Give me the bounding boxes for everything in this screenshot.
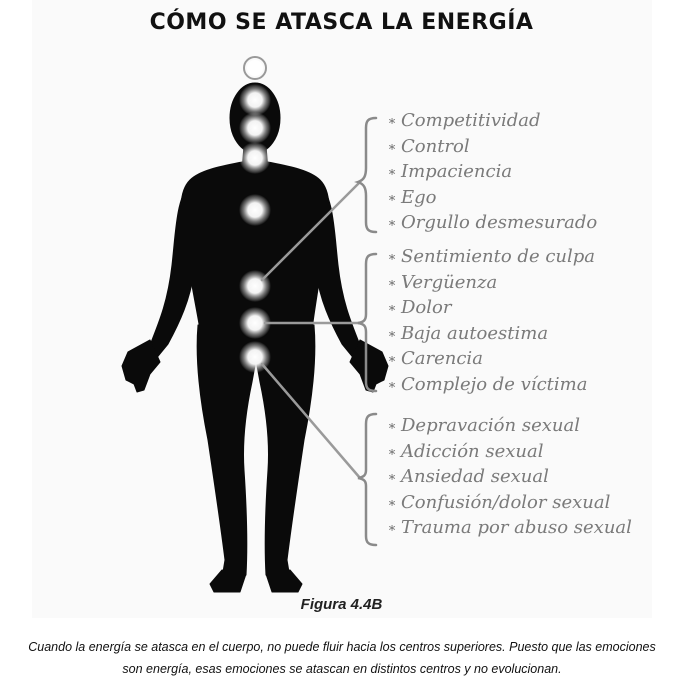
emotion-item <box>383 185 597 211</box>
emotion-item <box>383 346 595 372</box>
emotion-label: Baja autoestima <box>401 322 549 344</box>
bullet-star: ∗ <box>387 377 397 393</box>
emotion-label: Sentimiento de culpa <box>401 246 596 267</box>
emotion-label: Ansiedad sexual <box>401 466 549 487</box>
bullet-star: ∗ <box>387 114 397 129</box>
bullet-star: ∗ <box>387 444 397 460</box>
bullet-star: ∗ <box>387 139 397 155</box>
emotion-group-upper <box>383 108 597 236</box>
emotion-label: Trauma por abuso sexual <box>401 517 632 538</box>
emotion-label: Impaciencia <box>401 161 513 182</box>
brace-group-1 <box>358 118 376 232</box>
emotion-item <box>383 270 595 296</box>
energy-center-dot <box>239 142 271 174</box>
emotion-label: Carencia <box>401 348 483 369</box>
bullet-star: ∗ <box>387 250 397 265</box>
energy-center-dot <box>239 194 271 226</box>
energy-center-dot <box>239 112 271 144</box>
emotion-label: Ego <box>401 186 437 208</box>
emotion-item <box>383 210 597 236</box>
emotion-label: Adicción sexual <box>401 440 544 462</box>
emotion-item <box>383 108 597 134</box>
bullet-star: ∗ <box>387 301 397 316</box>
emotion-item <box>383 244 595 270</box>
emotion-item <box>383 159 597 185</box>
bullet-star: ∗ <box>387 521 397 536</box>
torso-shape <box>181 162 329 330</box>
energy-center-dot <box>239 84 271 116</box>
emotion-group-middle <box>383 244 595 397</box>
right-foot-shape <box>266 570 302 592</box>
emotion-label: Complejo de víctima <box>401 373 588 395</box>
bullet-star: ∗ <box>387 419 397 434</box>
emotion-group-lower <box>383 413 632 541</box>
emotion-item <box>383 439 632 465</box>
bullet-star: ∗ <box>387 190 397 206</box>
diagram-title: CÓMO SE ATASCA LA ENERGÍA <box>149 10 534 35</box>
bullet-star: ∗ <box>387 216 397 231</box>
figure-label: Figura 4.4B <box>300 596 383 613</box>
emotion-item <box>383 490 632 516</box>
bullet-star: ∗ <box>387 275 397 291</box>
group-braces <box>358 118 376 545</box>
bullet-star: ∗ <box>387 165 397 180</box>
emotion-item <box>383 321 595 347</box>
bullet-star: ∗ <box>387 326 397 342</box>
emotion-label: Depravación sexual <box>401 415 580 436</box>
bullet-star: ∗ <box>387 352 397 367</box>
emotion-item <box>383 295 595 321</box>
bullet-star: ∗ <box>387 470 397 485</box>
emotion-label: Dolor <box>401 297 452 318</box>
brace-group-3 <box>358 414 376 545</box>
emotion-label: Confusión/dolor sexual <box>401 491 611 513</box>
crown-chakra-core <box>247 60 263 76</box>
emotion-label: Competitividad <box>401 110 541 131</box>
bullet-star: ∗ <box>387 495 397 511</box>
emotion-item <box>383 134 597 160</box>
emotion-label: Orgullo desmesurado <box>401 212 598 233</box>
figure-caption: Cuando la energía se atasca en el cuerpo, no puede fluir hacia los centros superiores. Puesto que las emociones son energía, esas emociones se atascan en distintos centros y no evolucionan. <box>28 640 656 676</box>
emotion-item <box>383 464 632 490</box>
emotion-item <box>383 372 595 398</box>
emotion-label: Vergüenza <box>401 271 498 293</box>
left-foot-shape <box>210 570 246 592</box>
emotion-item <box>383 515 632 541</box>
emotion-item <box>383 413 632 439</box>
emotion-label: Control <box>401 135 470 157</box>
